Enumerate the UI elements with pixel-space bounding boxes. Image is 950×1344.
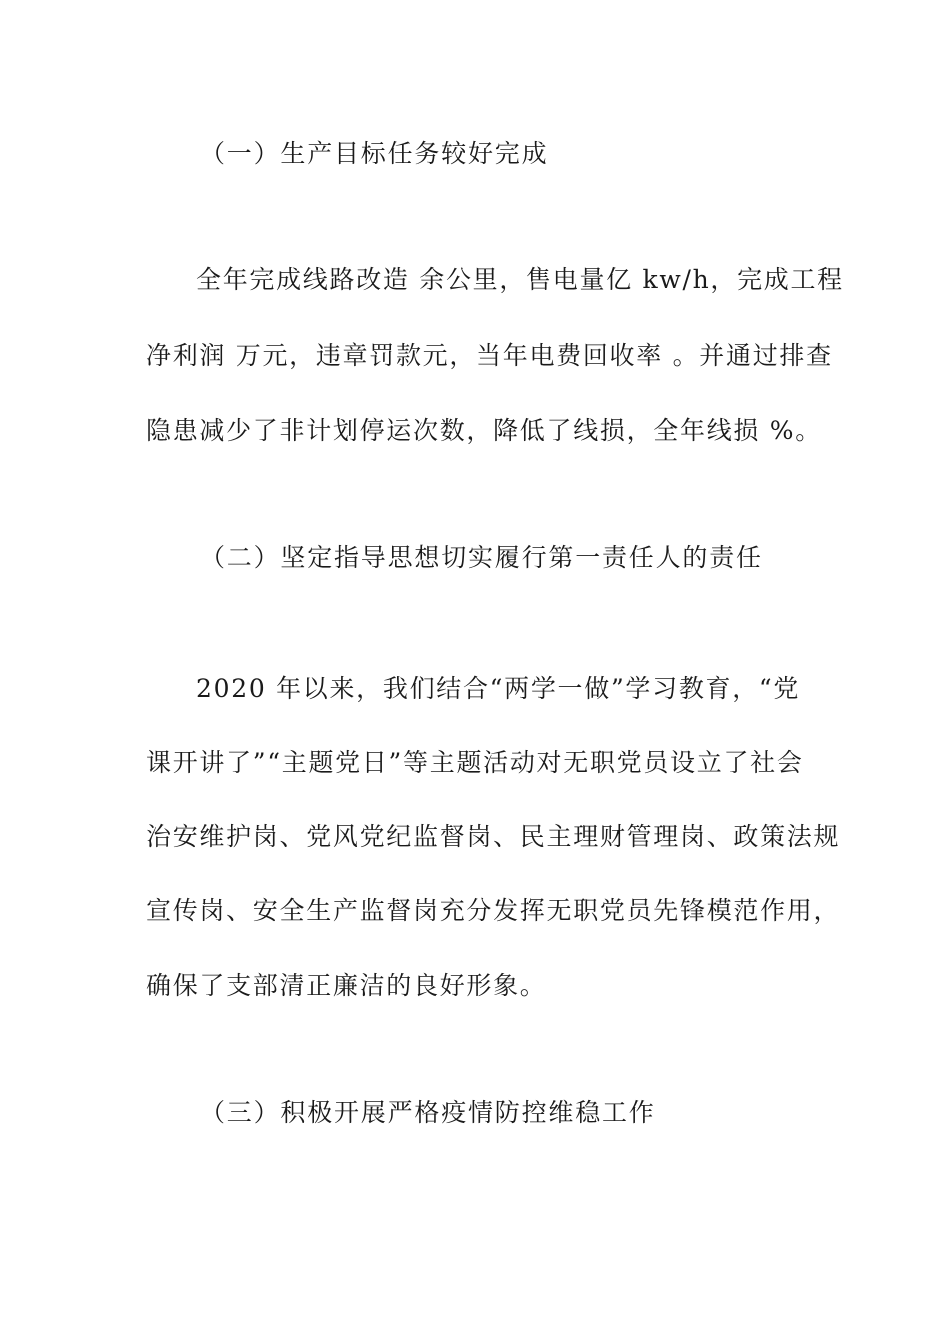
section-1-heading: （一）生产目标任务较好完成 (200, 139, 549, 168)
paragraph-line: 2020 年以来，我们结合“两学一做”学习教育，“党 (196, 674, 801, 703)
section-3-heading: （三）积极开展严格疫情防控维稳工作 (200, 1098, 656, 1127)
section-2-heading: （二）坚定指导思想切实履行第一责任人的责任 (200, 543, 763, 572)
paragraph-line: 净利润 万元，违章罚款元，当年电费回收率 。并通过排查 (146, 341, 833, 370)
paragraph-line: 课开讲了”“主题党日”等主题活动对无职党员设立了社会 (146, 748, 804, 777)
paragraph-line: 隐患减少了非计划停运次数，降低了线损，全年线损 %。 (146, 416, 822, 445)
paragraph-line: 全年完成线路改造 余公里，售电量亿 kw/h，完成工程 (196, 265, 844, 294)
paragraph-line: 治安维护岗、党风党纪监督岗、民主理财管理岗、政策法规 (146, 822, 841, 851)
paragraph-line: 确保了支部清正廉洁的良好形象。 (146, 971, 547, 1000)
paragraph-line: 宣传岗、安全生产监督岗充分发挥无职党员先锋模范作用， (146, 896, 841, 925)
